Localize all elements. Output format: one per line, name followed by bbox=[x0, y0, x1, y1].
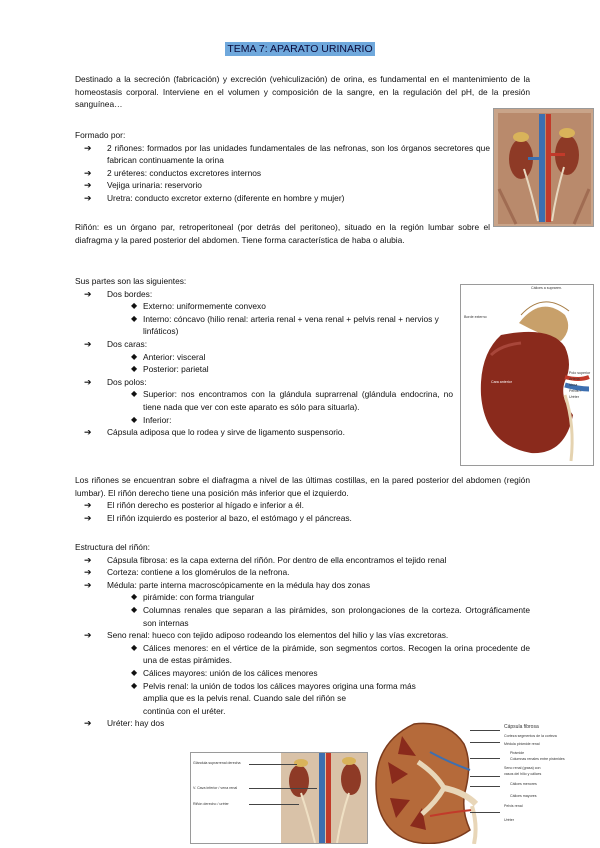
sub-item: ◆ Posterior: parietal bbox=[131, 364, 209, 375]
label-right-4: Uréter bbox=[569, 395, 579, 399]
leader-line bbox=[470, 776, 500, 777]
label-right-2: Vena bbox=[569, 383, 578, 387]
list-item: ➔ El riñón derecho es posterior al hígado e inferior a él. bbox=[84, 500, 304, 511]
rinon-definition: Riñón: es un órgano par, retroperitoneal (por detrás del peritoneo), situado en la región lumbar sobre el diafragma y la pared posterior del abdomen. Tiene forma característica de haba o alubia. bbox=[75, 222, 490, 245]
sub-item: ◆ Superior: nos encontramos con la glándula suprarrenal (glándula endocrina, no tiene nada que ver con este aparato es sólo para situarla). bbox=[131, 389, 453, 412]
leader-line bbox=[249, 788, 317, 789]
arrow-icon: ➔ bbox=[84, 167, 92, 178]
kidney-section-illustration bbox=[374, 722, 594, 844]
diamond-bullet-icon: ◆ bbox=[131, 680, 138, 690]
arrow-icon: ➔ bbox=[84, 427, 92, 438]
leader-line bbox=[470, 758, 500, 759]
page-title: TEMA 7: APARATO URINARIO bbox=[227, 43, 373, 55]
list-item: ➔ Dos bordes: bbox=[84, 288, 153, 299]
leader-line bbox=[249, 764, 297, 765]
section-label: Cálices mayores bbox=[510, 794, 537, 798]
diamond-bullet-icon: ◆ bbox=[131, 414, 138, 424]
arrow-icon: ➔ bbox=[84, 500, 92, 511]
list-item: ➔ Seno renal: hueco con tejido adiposo rodeando los elementos del hilio y las vías excretoras. bbox=[84, 630, 449, 641]
label-right-3: Pelvis r. bbox=[569, 389, 582, 393]
arrow-icon: ➔ bbox=[84, 630, 92, 641]
diamond-bullet-icon: ◆ bbox=[131, 364, 138, 374]
sub-item: ◆ Inferior: bbox=[131, 414, 172, 425]
section-label: Uréter bbox=[504, 818, 514, 822]
figure-kidney-external bbox=[460, 284, 594, 466]
arrow-icon: ➔ bbox=[84, 718, 92, 729]
label-top: Cálices a supraren. bbox=[531, 286, 562, 290]
diamond-bullet-icon: ◆ bbox=[131, 351, 138, 361]
partes-section bbox=[75, 275, 453, 439]
system-label: Glándula suprarrenal derecha bbox=[193, 761, 241, 765]
leader-line bbox=[470, 786, 500, 787]
abdomen-illustration bbox=[494, 109, 594, 227]
sub-item: ◆ Cálices menores: en el vértice de la pirámide, son segmentos cortos. Recogen la orina procedente de una de estas pirámides. bbox=[131, 642, 530, 666]
diamond-bullet-icon: ◆ bbox=[131, 389, 138, 399]
arrow-icon: ➔ bbox=[84, 567, 92, 578]
list-item: ➔ Dos caras: bbox=[84, 338, 148, 349]
arrow-icon: ➔ bbox=[84, 338, 92, 349]
arrow-icon: ➔ bbox=[84, 579, 92, 590]
system-label: V. Cava inferior / vena renal bbox=[193, 786, 238, 790]
list-item: ➔ Vejiga urinaria: reservorio bbox=[84, 180, 202, 191]
list-item: ➔ Dos polos: bbox=[84, 376, 147, 387]
list-item: ➔ Médula: parte interna macroscópicamente en la médula hay dos zonas bbox=[84, 579, 371, 590]
posicion-text: Los riñones se encuentran sobre el diafragma a nivel de las últimas costillas, en la pared posterior del abdomen (región lumbar). El riñón derecho tiene una posición más inferior que el izquierdo. bbox=[75, 475, 530, 498]
diamond-bullet-icon: ◆ bbox=[131, 667, 138, 677]
section-label: Pelvis renal bbox=[504, 804, 523, 808]
urinary-system-illustration bbox=[191, 753, 368, 844]
list-item: ➔ Cápsula fibrosa: es la capa externa del riñón. Por dentro de ella encontramos el tejido renal bbox=[84, 554, 447, 565]
list-item: ➔ El riñón izquierdo es posterior al bazo, el estómago y el páncreas. bbox=[84, 512, 352, 523]
sub-item-continuation: continúa con el uréter. bbox=[143, 705, 226, 716]
sub-item: ◆ Cálices mayores: unión de los cálices menores bbox=[131, 667, 318, 678]
section-label: Pirámide bbox=[510, 751, 525, 755]
intro-paragraph: Destinado a la secreción (fabricación) y excreción (vehiculización) de orina, es fundamental en el mantenimiento de la homeostasis corporal. Interviene en el volumen y composición de la sangre, en la regulación del pH, de la presión sanguínea… bbox=[75, 74, 530, 110]
arrow-icon: ➔ bbox=[84, 554, 92, 565]
sub-item: ◆ Anterior: visceral bbox=[131, 351, 206, 362]
sub-item: ◆ pirámide: con forma triangular bbox=[131, 592, 255, 603]
figure-abdomen-kidneys bbox=[493, 108, 594, 227]
diamond-bullet-icon: ◆ bbox=[131, 301, 138, 311]
label-left: Borde externo bbox=[464, 315, 487, 319]
estructura-section bbox=[75, 541, 530, 730]
arrow-icon: ➔ bbox=[84, 192, 92, 203]
arrow-icon: ➔ bbox=[84, 512, 92, 523]
arrow-icon: ➔ bbox=[84, 142, 92, 153]
leader-line bbox=[470, 812, 500, 813]
arrow-icon: ➔ bbox=[84, 288, 92, 299]
system-label: Riñón derecho / uréter bbox=[193, 802, 229, 806]
list-item: ➔ Uréter: hay dos bbox=[84, 718, 165, 729]
figure-kidney-section bbox=[374, 722, 594, 844]
section-label: Seno renal (grasa) con bbox=[504, 766, 541, 770]
section-label: Médula pirámide renal bbox=[504, 742, 540, 746]
arrow-icon: ➔ bbox=[84, 376, 92, 387]
kidney-illustration bbox=[461, 285, 594, 466]
list-item: ➔ Corteza: contiene a los glomérulos de la nefrona. bbox=[84, 567, 290, 578]
label-right-0: Polo superior bbox=[569, 371, 591, 375]
section-label: Cápsula fibrosa bbox=[504, 724, 539, 730]
label-mid: Cara anterior bbox=[491, 380, 512, 384]
diamond-bullet-icon: ◆ bbox=[131, 313, 138, 323]
leader-line bbox=[249, 804, 299, 805]
section-label: vasos del hilio y cálices bbox=[504, 772, 542, 776]
diamond-bullet-icon: ◆ bbox=[131, 642, 138, 652]
section-label: Columnas renales entre pirámides bbox=[510, 757, 565, 761]
list-item: ➔ 2 uréteres: conductos excretores internos bbox=[84, 167, 262, 178]
label-right-1: Arteria bbox=[569, 377, 580, 381]
section-label: Corteza segmentos de la corteza bbox=[504, 734, 557, 738]
section-label: Cálices menores bbox=[510, 782, 537, 786]
leader-line bbox=[470, 742, 500, 743]
posicion-section bbox=[75, 474, 530, 524]
diamond-bullet-icon: ◆ bbox=[131, 592, 138, 602]
figure-urinary-system bbox=[190, 752, 368, 844]
diamond-bullet-icon: ◆ bbox=[131, 604, 138, 614]
sub-item: ◆ Interno: cóncavo (hilio renal: arteria renal + vena renal + pelvis renal + nervios y linfáticos) bbox=[131, 313, 439, 337]
list-item: ➔ 2 riñones: formados por las unidades fundamentales de las nefronas, son los órganos secretores que fabrican continuamente la orina bbox=[84, 142, 490, 166]
arrow-icon: ➔ bbox=[84, 180, 92, 191]
sub-item: ◆ Columnas renales que separan a las pirámides, son prolongaciones de la corteza. Ortográficamente son internas bbox=[131, 604, 530, 628]
sub-item: ◆ Pelvis renal: la unión de todos los cálices mayores origina una forma más amplia que es la pelvis renal. Cuando sale del riñón se bbox=[131, 680, 416, 704]
formado-section bbox=[75, 129, 490, 205]
list-item: ➔ Cápsula adiposa que lo rodea y sirve de ligamento suspensorio. bbox=[84, 427, 345, 438]
leader-line bbox=[470, 730, 500, 731]
sub-item: ◆ Externo: uniformemente convexo bbox=[131, 301, 266, 312]
formado-heading: Formado por: bbox=[75, 130, 126, 140]
list-item: ➔ Uretra: conducto excretor externo (diferente en hombre y mujer) bbox=[84, 192, 345, 203]
estructura-heading: Estructura del riñón: bbox=[75, 542, 150, 552]
partes-heading: Sus partes son las siguientes: bbox=[75, 276, 187, 286]
